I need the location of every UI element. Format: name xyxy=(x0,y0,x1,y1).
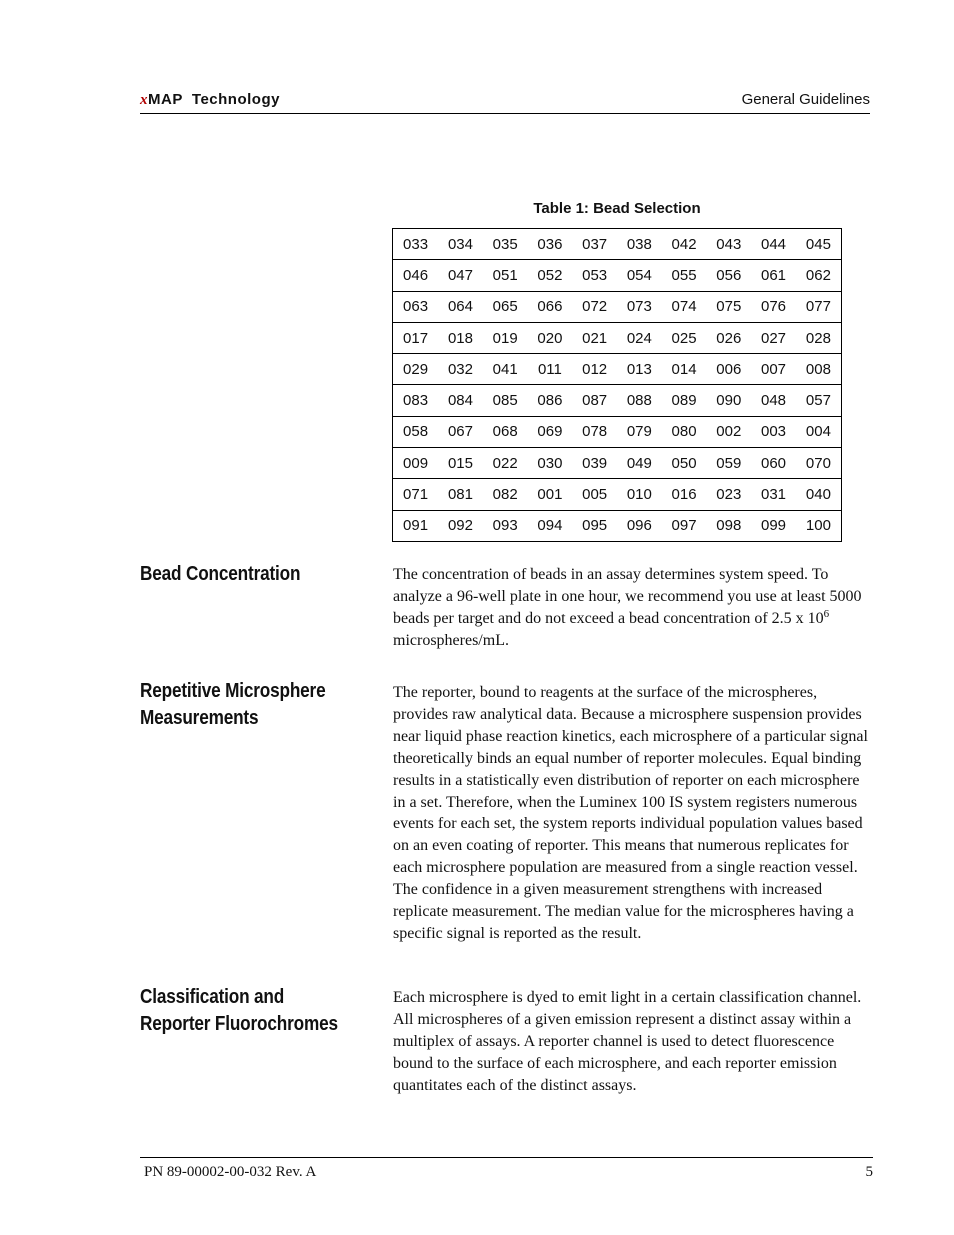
table-cell: 079 xyxy=(617,416,662,447)
table-cell: 018 xyxy=(438,322,483,353)
table-cell: 047 xyxy=(438,260,483,291)
table-cell: 076 xyxy=(751,291,796,322)
table-cell: 015 xyxy=(438,448,483,479)
table-cell: 065 xyxy=(483,291,528,322)
table-cell: 037 xyxy=(572,229,617,260)
table-cell: 025 xyxy=(662,322,707,353)
heading-line: Reporter Fluorochromes xyxy=(140,1013,338,1035)
table-cell: 020 xyxy=(528,322,573,353)
table-cell: 040 xyxy=(796,479,842,510)
section-body-bead-concentration xyxy=(393,564,871,652)
section-heading-bead-concentration: Bead Concentration xyxy=(140,563,301,585)
brand-x: x xyxy=(140,92,148,108)
table-cell: 097 xyxy=(662,510,707,541)
table-cell: 022 xyxy=(483,448,528,479)
table-cell: 075 xyxy=(706,291,751,322)
table-cell: 049 xyxy=(617,448,662,479)
table-cell: 027 xyxy=(751,322,796,353)
table-cell: 078 xyxy=(572,416,617,447)
table-cell: 072 xyxy=(572,291,617,322)
heading-line: Measurements xyxy=(140,707,259,729)
table-cell: 088 xyxy=(617,385,662,416)
table-cell: 087 xyxy=(572,385,617,416)
page-number: 5 xyxy=(865,1164,873,1180)
table-cell: 006 xyxy=(706,354,751,385)
table-cell: 021 xyxy=(572,322,617,353)
table-cell: 083 xyxy=(393,385,439,416)
table-cell: 048 xyxy=(751,385,796,416)
table-cell: 030 xyxy=(528,448,573,479)
table-cell: 071 xyxy=(393,479,439,510)
table-cell: 069 xyxy=(528,416,573,447)
table-cell: 092 xyxy=(438,510,483,541)
section-heading-classification xyxy=(140,984,346,1038)
table-cell: 029 xyxy=(393,354,439,385)
table-cell: 081 xyxy=(438,479,483,510)
page-header xyxy=(140,91,870,114)
section-heading-repetitive xyxy=(140,678,346,732)
section-title: General Guidelines xyxy=(741,91,870,108)
table-cell: 094 xyxy=(528,510,573,541)
table-cell: 086 xyxy=(528,385,573,416)
table-cell: 026 xyxy=(706,322,751,353)
table-cell: 091 xyxy=(393,510,439,541)
table-cell: 089 xyxy=(662,385,707,416)
table-cell: 059 xyxy=(706,448,751,479)
table-cell: 077 xyxy=(796,291,842,322)
table-cell: 033 xyxy=(393,229,439,260)
table-row xyxy=(393,260,842,291)
table-cell: 034 xyxy=(438,229,483,260)
table-cell: 055 xyxy=(662,260,707,291)
table-row xyxy=(393,229,842,260)
table-cell: 024 xyxy=(617,322,662,353)
body-text-end: microspheres/mL. xyxy=(393,631,509,649)
table-cell: 013 xyxy=(617,354,662,385)
table-cell: 038 xyxy=(617,229,662,260)
table-cell: 046 xyxy=(393,260,439,291)
table-cell: 068 xyxy=(483,416,528,447)
table-cell: 096 xyxy=(617,510,662,541)
table-cell: 061 xyxy=(751,260,796,291)
table-cell: 062 xyxy=(796,260,842,291)
table-cell: 056 xyxy=(706,260,751,291)
heading-line: Repetitive Microsphere xyxy=(140,680,326,702)
table-cell: 085 xyxy=(483,385,528,416)
table-cell: 019 xyxy=(483,322,528,353)
table-cell: 036 xyxy=(528,229,573,260)
brand-title xyxy=(140,91,280,109)
table-cell: 012 xyxy=(572,354,617,385)
section-body-repetitive: The reporter, bound to reagents at the surface of the microspheres, provides raw analytical data. Because a microsphere suspension provides near liquid phase reaction kinetics, each microsphere of a particular signal theoretically binds an equal number of reporter molecules. Equal binding results in a statistically even distribution of reporter on each microsphere in a set. Therefore, when the Luminex 100 IS system registers numerous events for each set, the system reports individual population values based on an even coating of reporter. This means that numerous replicates for each microsphere population are measured from a single reaction vessel. The confidence in a given measurement strengthens with increased replicate measurement. The median value for the microspheres having a specific signal is reported as the result. xyxy=(393,684,868,942)
table-cell: 098 xyxy=(706,510,751,541)
table-cell: 042 xyxy=(662,229,707,260)
table-row xyxy=(393,291,842,322)
table-cell: 003 xyxy=(751,416,796,447)
table-cell: 051 xyxy=(483,260,528,291)
table-cell: 053 xyxy=(572,260,617,291)
table-cell: 032 xyxy=(438,354,483,385)
table-row xyxy=(393,385,842,416)
table-cell: 082 xyxy=(483,479,528,510)
brand-name: MAP Technology xyxy=(148,91,280,108)
table-title: Table 1: Bead Selection xyxy=(533,200,701,217)
section-body-classification: Each microsphere is dyed to emit light in a certain classification channel. All microspheres of a given emission represent a distinct assay within a multiplex of assays. A reporter channel is used to detect fluorescence bound to the surface of each microsphere, and each reporter emission quantitates each of the distinct assays. xyxy=(393,989,862,1094)
table-cell: 063 xyxy=(393,291,439,322)
table-cell: 100 xyxy=(796,510,842,541)
table-cell: 054 xyxy=(617,260,662,291)
superscript-exponent: 6 xyxy=(823,607,830,620)
table-row xyxy=(393,416,842,447)
table-cell: 058 xyxy=(393,416,439,447)
table-cell: 028 xyxy=(796,322,842,353)
table-cell: 031 xyxy=(751,479,796,510)
table-cell: 002 xyxy=(706,416,751,447)
table-cell: 060 xyxy=(751,448,796,479)
table-row xyxy=(393,479,842,510)
table-cell: 090 xyxy=(706,385,751,416)
table-cell: 039 xyxy=(572,448,617,479)
table-cell: 041 xyxy=(483,354,528,385)
table-cell: 005 xyxy=(572,479,617,510)
table-body xyxy=(393,229,842,542)
table-cell: 011 xyxy=(528,354,573,385)
table-cell: 043 xyxy=(706,229,751,260)
table-cell: 044 xyxy=(751,229,796,260)
table-cell: 099 xyxy=(751,510,796,541)
table-cell: 007 xyxy=(751,354,796,385)
table-cell: 084 xyxy=(438,385,483,416)
body-text: The concentration of beads in an assay determines system speed. To analyze a 96-well plate in one hour, we recommend you use at least 5000 beads per target and do not exceed a bead concentration of 2.5 x 10 xyxy=(393,566,862,627)
table-cell: 093 xyxy=(483,510,528,541)
table-cell: 035 xyxy=(483,229,528,260)
table-cell: 057 xyxy=(796,385,842,416)
table-cell: 010 xyxy=(617,479,662,510)
table-cell: 014 xyxy=(662,354,707,385)
table-cell: 052 xyxy=(528,260,573,291)
table-cell: 095 xyxy=(572,510,617,541)
page-footer xyxy=(140,1157,873,1182)
table-cell: 074 xyxy=(662,291,707,322)
table-cell: 017 xyxy=(393,322,439,353)
table-cell: 067 xyxy=(438,416,483,447)
table-cell: 073 xyxy=(617,291,662,322)
table-cell: 001 xyxy=(528,479,573,510)
table-cell: 008 xyxy=(796,354,842,385)
table-cell: 080 xyxy=(662,416,707,447)
table-cell: 004 xyxy=(796,416,842,447)
table-cell: 016 xyxy=(662,479,707,510)
table-cell: 023 xyxy=(706,479,751,510)
table-row xyxy=(393,354,842,385)
heading-line: Classification and xyxy=(140,986,285,1008)
bead-selection-table xyxy=(392,228,842,542)
table-cell: 009 xyxy=(393,448,439,479)
table-cell: 064 xyxy=(438,291,483,322)
table-row xyxy=(393,322,842,353)
table-cell: 070 xyxy=(796,448,842,479)
table-cell: 066 xyxy=(528,291,573,322)
part-number: PN 89-00002-00-032 Rev. A xyxy=(144,1164,317,1180)
table-cell: 050 xyxy=(662,448,707,479)
table-row xyxy=(393,510,842,541)
table-row xyxy=(393,448,842,479)
table-cell: 045 xyxy=(796,229,842,260)
